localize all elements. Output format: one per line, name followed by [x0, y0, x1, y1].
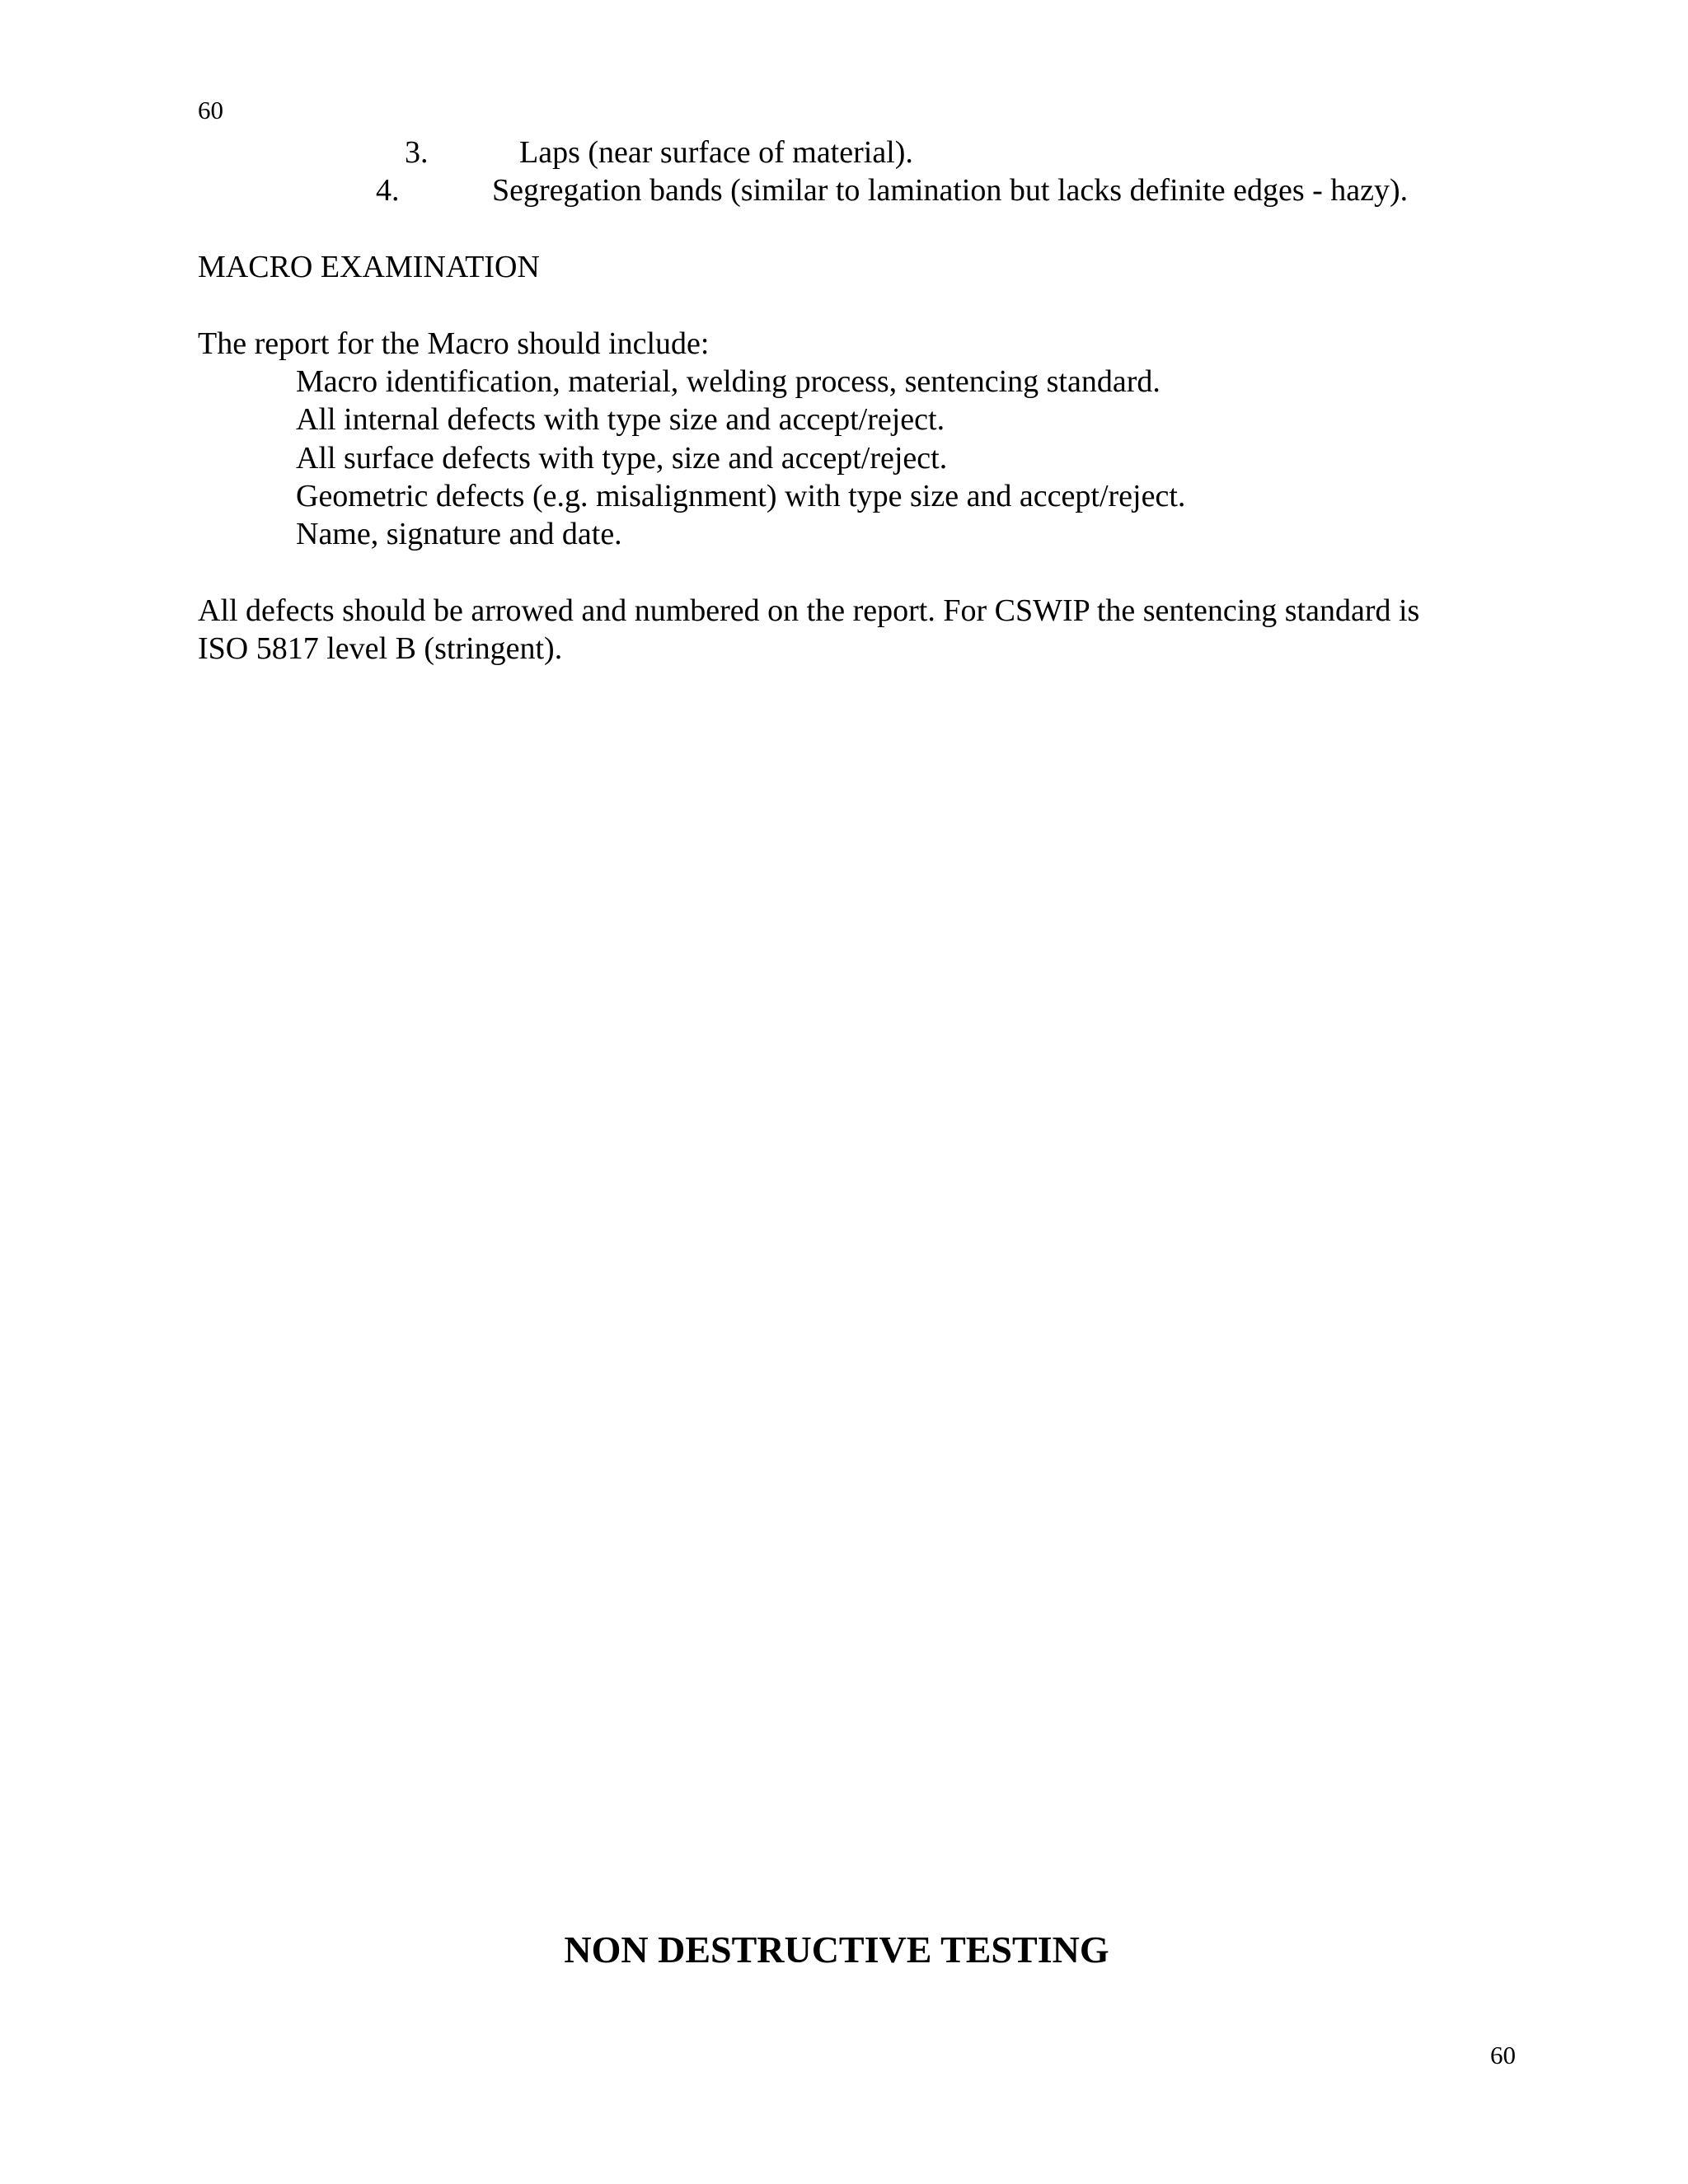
- macro-intro: The report for the Macro should include:: [198, 326, 710, 361]
- macro-note-line-1: All defects should be arrowed and numbered on the report. For CSWIP the sentencing standard is: [198, 593, 1420, 628]
- list-item-number: 3.: [405, 135, 429, 170]
- list-item-number: 4.: [376, 173, 400, 208]
- page-number-bottom: 60: [1490, 2041, 1516, 2069]
- report-item: Macro identification, material, welding process, sentencing standard.: [296, 364, 1160, 399]
- macro-note-line-2: ISO 5817 level B (stringent).: [198, 631, 563, 666]
- report-item: Geometric defects (e.g. misalignment) with type size and accept/reject.: [296, 479, 1186, 513]
- report-item: All surface defects with type, size and accept/reject.: [296, 441, 948, 476]
- report-item: Name, signature and date.: [296, 517, 622, 551]
- section-heading: [0, 1931, 1688, 1969]
- report-item: All internal defects with type size and accept/reject.: [296, 402, 945, 437]
- list-item-text: Laps (near surface of material).: [519, 135, 913, 170]
- section-heading-text: NON DESTRUCTIVE TESTING: [564, 1929, 1109, 1971]
- macro-heading: MACRO EXAMINATION: [198, 250, 540, 284]
- page-number-top: 60: [198, 96, 223, 124]
- list-item-text: Segregation bands (similar to lamination but lacks definite edges - hazy).: [492, 173, 1409, 208]
